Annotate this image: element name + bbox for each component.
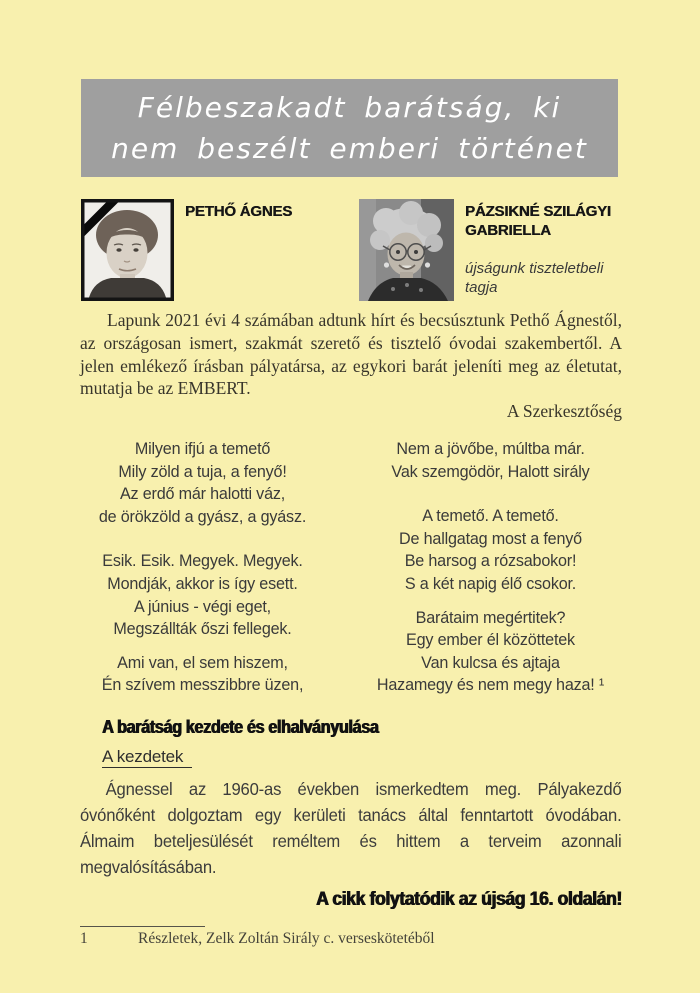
section-heading: [102, 717, 378, 738]
profile-name-petho-agnes: PETHŐ ÁGNES: [185, 203, 292, 220]
footnote-marker: 1: [80, 930, 88, 947]
section-subheading: [102, 747, 192, 767]
section-heading-text: A barátság kezdete és elhalványulása: [102, 717, 379, 737]
poem-stanza: [365, 607, 617, 697]
poem-stanza: [365, 438, 617, 483]
poem-stanza: [86, 438, 319, 528]
poem-line: S a két napig élő csokor.: [404, 573, 577, 593]
editorial-signature: A Szerkesztőség: [506, 401, 622, 422]
poem-line: Barátaim megértitek?: [415, 607, 566, 627]
poem-stanza: [365, 505, 617, 595]
poem-line: Be harsog a rózsabokor!: [404, 551, 577, 571]
poem-stanza: [86, 550, 319, 640]
profiles-row: [81, 199, 622, 303]
poem-line: A június - végi eget,: [134, 596, 271, 616]
article-title: [81, 87, 618, 169]
poem-line: Mily zöld a tuja, a fenyő!: [118, 461, 287, 481]
continuation-notice: [316, 888, 622, 911]
body-paragraph: Ágnessel az 1960-as években ismerkedtem meg. Pályakezdő óvónőként dolgoztam egy kerületi tanács által fenntartott óvodában. Álmaim beteljesülését reméltem és hittem a terveim azonnali megvalósításában.: [80, 779, 622, 877]
poem-line: Vak szemgödör, Halott sirály: [391, 461, 590, 481]
poem-line: Ami van, el sem hiszem,: [117, 652, 288, 672]
profile-name-pazsikne-szilagyi-gabriella: PÁZSIKNÉ SZILÁGYI GABRIELLA: [465, 203, 611, 239]
portrait-photo-pazsikne-szilagyi-gabriella: [359, 199, 454, 301]
profile-subtitle: újságunk tiszteletbeli tagja: [465, 260, 604, 296]
portrait-photo-petho-agnes: [81, 199, 174, 301]
profile-info: [465, 199, 623, 301]
poem-line: Az erdő már halotti váz,: [119, 484, 286, 504]
poem-line: Nem a jövőbe, múltba már.: [396, 439, 585, 458]
profile-info: [185, 199, 360, 301]
text-line: nem beszélt emberi történet: [111, 132, 588, 165]
intro-section: [80, 309, 622, 423]
poem-line: A temető. A temető.: [422, 506, 559, 526]
poem-line: Milyen ifjú a temető: [134, 439, 271, 458]
footnote-text: Részletek, Zelk Zoltán Sirály c. verseskötetéből: [138, 930, 435, 947]
poem-line: Megszállták őszi fellegek.: [113, 619, 292, 639]
poem-line: Mondják, akkor is így esett.: [107, 573, 298, 593]
poem-line: Hazamegy és nem megy haza! ¹: [376, 675, 605, 695]
poem-line: De hallgatag most a fenyő: [399, 528, 582, 548]
intro-paragraph: Lapunk 2021 évi 4 számában adtunk hírt és becsúsztunk Pethő Ágnestől, az országosan ismert, szakmát szerető és tisztelő óvodai szakembertől. A jelen emlékező írásban pályatársa, az egykori barát jeleníti meg az életutat, mutatja be az EMBERT.: [80, 310, 622, 399]
footnote: [80, 930, 622, 948]
poem-stanza: [86, 652, 319, 697]
poem-line: de örökzöld a gyász, a gyász.: [98, 506, 307, 526]
poem-line: Én szívem messzibbre üzen,: [101, 675, 304, 695]
poem-line: Van kulcsa és ajtaja: [421, 652, 560, 672]
continuation-text: A cikk folytatódik az újság 16. oldalán!: [316, 888, 622, 910]
footnote-rule: [80, 926, 205, 927]
poem-line: Egy ember él közöttetek: [406, 630, 575, 650]
profile-petho-agnes: [81, 199, 360, 301]
article-title-banner: [81, 79, 618, 177]
text-line: Félbeszakadt barátság, ki: [137, 91, 562, 124]
poem-line: Esik. Esik. Megyek. Megyek.: [102, 551, 303, 571]
section-subheading-text: A kezdetek: [102, 747, 192, 768]
profile-pazsikne-szilagyi-gabriella: [359, 199, 623, 301]
poem-column-left: [86, 438, 319, 708]
poem-column-right: [365, 438, 617, 708]
